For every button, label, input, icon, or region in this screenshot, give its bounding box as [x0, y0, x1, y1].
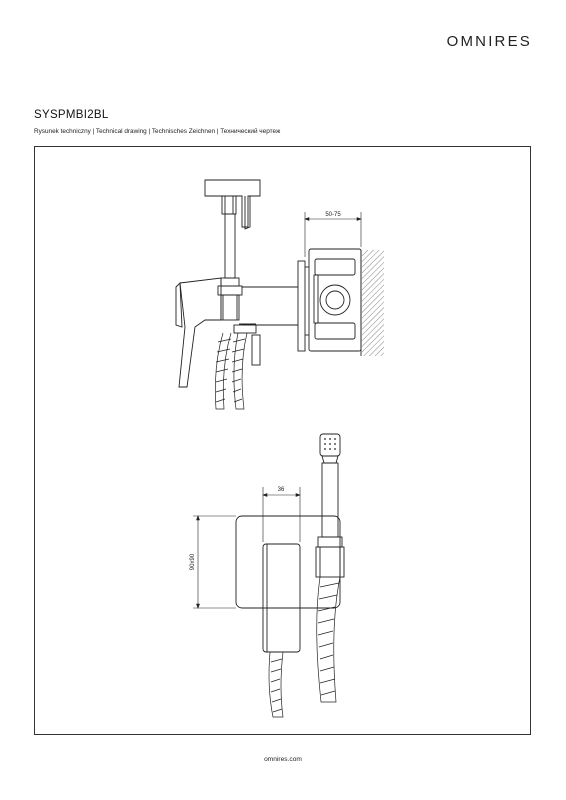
hose-front-right: [317, 577, 340, 702]
technical-drawing: [35, 147, 532, 736]
front-view: [193, 434, 344, 717]
drawing-subtitle: Rysunek techniczny | Technical drawing | Technisches Zeichnen | Технический чертеж: [34, 128, 281, 135]
brand-logo: OMNIRES: [446, 33, 532, 50]
dimension-label-wall-depth: 50-75: [325, 212, 341, 218]
technical-drawing-frame: [34, 146, 531, 735]
concealed-box-side: [305, 249, 361, 351]
dimension-wall-depth: [305, 212, 361, 257]
dimension-width: [263, 487, 300, 542]
hose-side: [215, 333, 247, 409]
dimension-label-height: 90x90: [190, 553, 196, 571]
sprayer-handle-side: [218, 214, 242, 320]
mixer-body-side: [176, 261, 305, 387]
hose-connector-side: [234, 325, 260, 365]
footer-url[interactable]: omnires.com: [264, 756, 302, 763]
side-view: [176, 180, 384, 409]
hose-front-left: [269, 652, 283, 717]
dimension-height: [193, 516, 236, 608]
sprayer-head-side: [205, 180, 260, 229]
wall-section: [361, 250, 384, 356]
product-code: SYSPMBI2BL: [34, 109, 109, 121]
dimension-label-width: 36: [277, 487, 285, 493]
sprayer-head-front: [320, 434, 340, 463]
wall-plate-front: [236, 516, 340, 652]
